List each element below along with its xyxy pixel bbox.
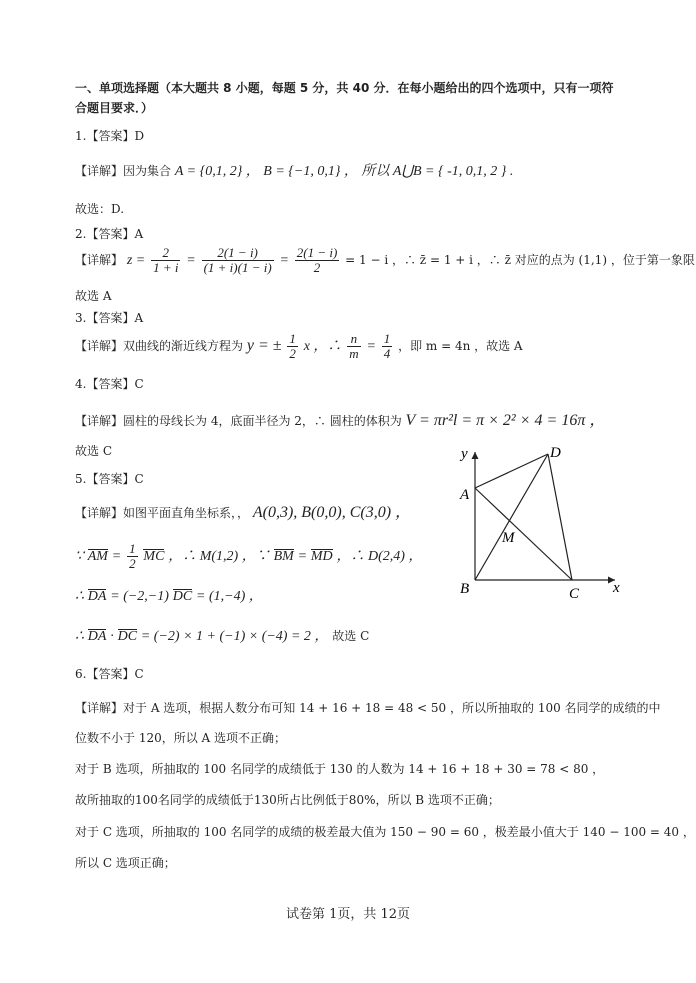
q3-frac-3-den: 4 (383, 346, 391, 361)
q2-z: z = (126, 253, 146, 268)
label-b: B (460, 581, 470, 597)
q5-l4-c: 故选 C (332, 629, 370, 643)
q5-l4-a: ∴ (75, 629, 84, 644)
q3-detail-prefix: 【详解】双曲线的渐近线方程为 (75, 339, 244, 353)
q1-detail-math: A = {0,1, 2} ， B = {−1, 0,1} ， 所以 A⋃B = { -1, 0,1, 2 } . (174, 164, 514, 179)
q2-conclusion: 故选 A (75, 289, 112, 303)
q3-frac-1-num: 1 (289, 331, 296, 346)
q5-l3-a: ∴ (75, 589, 84, 604)
q6-line-6: 所以 C 选项正确； (75, 856, 176, 870)
q5-line-4 (75, 628, 369, 645)
q4-detail-text: 【详解】圆柱的母线长为 4，底面半径为 2，∴ 圆柱的体积为 (75, 414, 402, 428)
label-y: y (461, 446, 468, 462)
q2-frac-1-den: 1 + i (153, 260, 179, 275)
q4-detail (75, 413, 605, 429)
q2-frac-2-num: 2(1 − i) (202, 246, 274, 261)
q2-frac-1 (151, 246, 180, 275)
q3-frac-2-num: n (347, 332, 360, 347)
q2-frac-1-num: 2 (151, 246, 180, 261)
q2-answer: 2.【答案】A (75, 227, 144, 241)
q5-answer: 5.【答案】C (75, 472, 144, 486)
q5-vec-dc-2: DC (117, 629, 138, 644)
q5-vec-am: AM (87, 549, 108, 564)
segment-bd (475, 454, 548, 580)
q5-vec-md: MD (310, 549, 333, 564)
q6-line-2: 位数不小于 120，所以 A 选项不正确； (75, 731, 287, 745)
q3-frac-3-num: 1 (383, 331, 391, 346)
q3-frac-3 (382, 332, 393, 361)
q4-formula: V = πr²l = π × 2² × 4 = 16π ， (405, 412, 606, 429)
q5-l2-eq: = (111, 549, 122, 564)
q6-line-4: 故所抽取的100名同学的成绩低于130所占比例低于80%，所以 B 选项不正确； (75, 793, 500, 807)
q5-l2-eq2: = (297, 549, 308, 564)
q2-frac-3-num: 2(1 − i) (296, 245, 338, 260)
q5-vec-mc: MC (143, 549, 165, 564)
label-c: C (569, 586, 580, 600)
q5-line-2 (75, 540, 422, 573)
q5-frac-den: 2 (129, 556, 136, 571)
q3-eq1: y = ± (246, 337, 282, 354)
segment-ad (475, 454, 548, 488)
q5-l2-c: ，∴ D(2,4) ， (336, 549, 423, 564)
q1-answer: 1.【答案】D (75, 129, 145, 143)
q2-detail: 【详解】 z = $\frac{2}{1 + i}$ = $\frac{2(1 - i)}{(1 + i)(1 - i)}$ = $\frac{2(1 - i)}{2}$ = 1 − i ，∴ z̄ = 1 + i ，∴ z̄ 对应的点为 (1,1) ，位于第一象限 (75, 245, 695, 275)
q1-detail-prefix: 【详解】因为集合 (75, 164, 172, 178)
q6-line-5: 对于 C 选项，所抽取的 100 名同学的成绩的极差最大值为 150 − 90 = 60 ，极差最小值大于 140 − 100 = 40 ， (75, 825, 695, 839)
q3-frac-1-den: 2 (289, 346, 296, 361)
q5-line-3 (75, 588, 263, 605)
label-a: A (460, 487, 470, 503)
q4-conclusion: 故选 C (75, 444, 112, 458)
section-heading-line-1: 一、单项选择题（本大题共 8 小题，每题 5 分，共 40 分．在每小题给出的四个选项中，只有一项符 (75, 81, 614, 95)
q2-frac-3-den: 2 (313, 260, 321, 275)
q5-l4-dot: · (110, 629, 114, 644)
q1-conclusion: 故选：D. (75, 202, 125, 216)
q2-frac-2-den: (1 + i)(1 − i) (203, 260, 272, 275)
q5-frac-num: 1 (129, 541, 136, 556)
section-heading-line-2: 合题目要求．） (75, 101, 154, 115)
q1-detail (75, 163, 513, 180)
label-d: D (550, 445, 561, 461)
q6-answer: 6.【答案】C (75, 667, 144, 681)
q2-detail-prefix: 【详解】 (75, 253, 124, 267)
q6-line-1: 【详解】对于 A 选项，根据人数分布可知 14 + 16 + 18 = 48 < 50 ，所以所抽取的 100 名同学的成绩的中 (75, 701, 661, 715)
q5-l4-b: = (−2) × 1 + (−1) × (−4) = 2 ， (140, 629, 329, 644)
q3-frac-2-den: m (349, 346, 359, 361)
page-footer: 试卷第 1页，共 12页 (285, 907, 411, 922)
q5-l3-c: = (1,−4) ， (196, 589, 263, 604)
q5-vec-da-2: DA (87, 629, 107, 644)
q2-tail: = 1 − i ，∴ z̄ = 1 + i ，∴ z̄ 对应的点为 (1,1) ，位于第一象限 (345, 253, 695, 267)
q5-l2-a: ∵ (75, 549, 84, 564)
q3-eq1-tail: x ，∴ (303, 339, 342, 354)
q5-l2-b: ，∴ M(1,2) ，∵ (168, 549, 270, 564)
q3-answer: 3.【答案】A (75, 311, 144, 325)
q4-answer: 4.【答案】C (75, 377, 144, 391)
q5-detail (75, 505, 411, 521)
q3-frac-2 (347, 332, 360, 361)
q2-frac-2 (202, 246, 274, 275)
label-m: M (502, 530, 515, 546)
q3-eq2-mid: = (366, 339, 376, 354)
q2-frac-3 (295, 246, 340, 275)
q5-vec-dc: DC (172, 589, 193, 604)
q3-detail (75, 330, 523, 363)
q3-tail: ，即 m = 4n ，故选 A (398, 339, 523, 353)
q5-coords: A(0,3), B(0,0), C(3,0) ， (252, 504, 412, 521)
q6-line-3: 对于 B 选项，所抽取的 100 名同学的成绩低于 130 的人数为 14 + 16 + 18 + 30 = 78 < 80 ， (75, 762, 605, 776)
label-x: x (613, 580, 620, 596)
q5-vec-bm: BM (273, 549, 294, 564)
q5-frac (127, 542, 138, 571)
q5-vec-da: DA (87, 589, 107, 604)
q5-detail-prefix: 【详解】如图平面直角坐标系，， (75, 506, 250, 520)
q5-l3-b: = (−2,−1) (110, 589, 169, 604)
q3-frac-1 (287, 332, 298, 361)
coordinate-figure (445, 440, 625, 600)
